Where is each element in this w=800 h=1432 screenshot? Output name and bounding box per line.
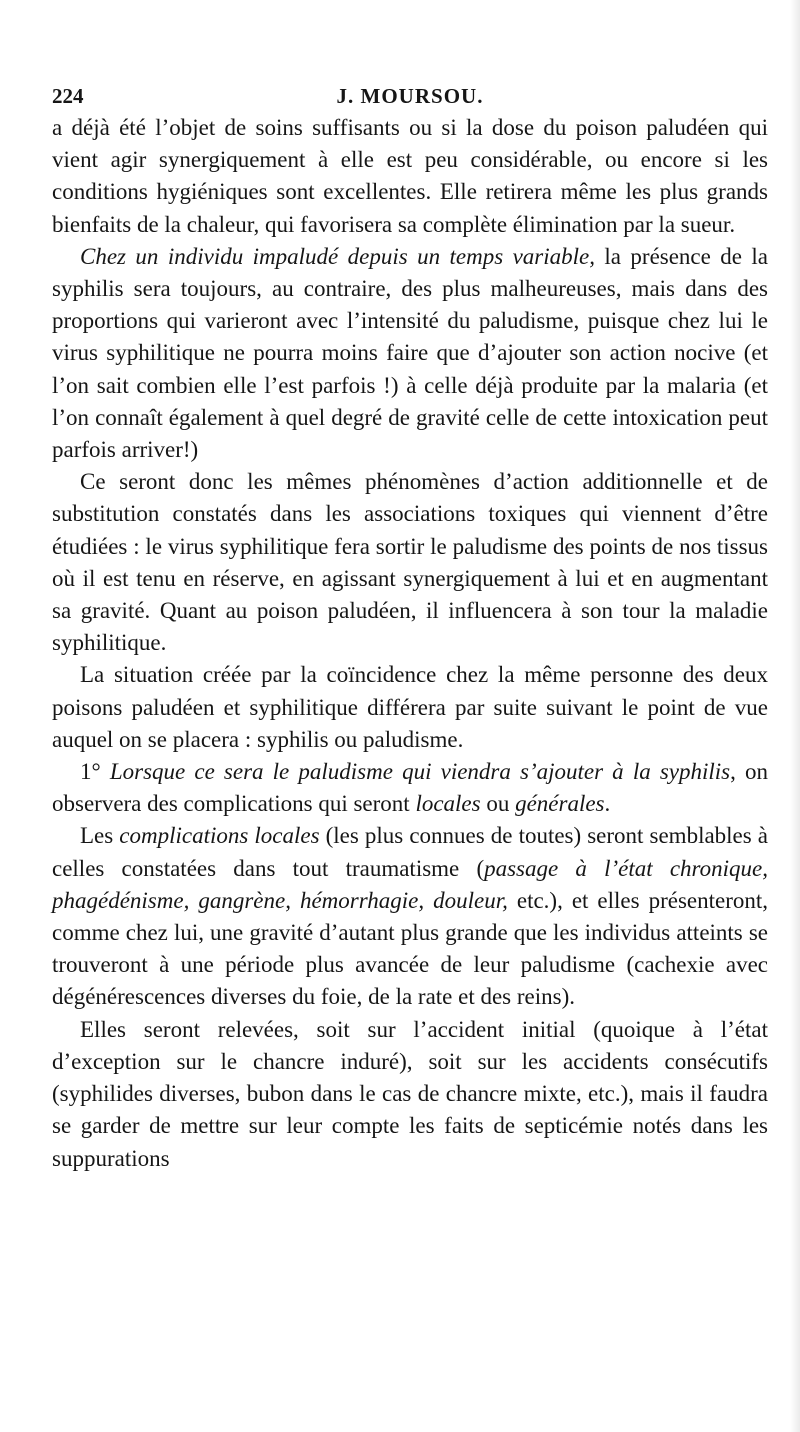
paragraph: [52, 241, 768, 466]
text-run: a déjà été l’objet de soins suffisants ou si la dose du poison paludéen qui vient agir synergiquement à elle est peu considérable, ou encore si les conditions hygiéniques sont excellentes. Elle retirera même les plus grands bienfaits de la chaleur, qui favorisera sa complète élimination par la sueur.: [52, 115, 768, 237]
running-title: J. MOURSOU.: [336, 84, 484, 108]
text-run: etc.), et elles présenteront, comme chez lui, une gravité d’autant plus grande que les individus atteints se trouveront à une période plus avancée de leur paludisme (cachexie avec dégénérescences diverses du foie, de la rate et des reins).: [52, 887, 768, 1010]
page-header: [52, 84, 768, 114]
text-run: Ce seront donc les mêmes phénomènes d’action additionnelle et de substitution constatés dans les associations toxiques qui viennent d’être étudiées : le virus syphilitique fera sortir le paludisme des points de nos tissus où il est tenu en réserve, en agissant synergiquement à lui et en augmentant sa gravité. Quant au poison paludéen, il influencera à son tour la maladie syphilitique.: [52, 469, 768, 656]
paragraph: [52, 659, 768, 756]
text-run: .: [604, 791, 611, 817]
italic-text: complications locales: [119, 823, 320, 849]
paragraph: [52, 820, 768, 1013]
scan-edge-shadow: [790, 0, 800, 1432]
italic-text: locales: [415, 791, 481, 817]
text-run: (les plus connues de toutes) seront semblables à celles constatées dans tout traumatisme (: [52, 823, 769, 881]
text-run: Les: [80, 823, 120, 849]
italic-text: Chez un individu impaludé depuis un temps variable,: [80, 243, 595, 269]
body-text: [52, 112, 768, 1175]
paragraph: [52, 1014, 768, 1175]
book-page: [52, 0, 768, 1432]
text-run: ou: [480, 791, 516, 817]
paragraph: [52, 466, 768, 659]
page-number: 224: [52, 84, 84, 108]
italic-text: passage à l’état chronique, phagédénisme, gangrène, hémorrhagie, douleur,: [52, 855, 768, 913]
text-run: La situation créée par la coïncidence chez la même personne des deux poisons paludéen et syphilitique différera par suite suivant le point de vue auquel on se placera : syphilis ou paludisme.: [52, 662, 768, 752]
italic-text: Lorsque ce sera le paludisme qui viendra s’ajouter à la syphilis: [109, 759, 731, 785]
paragraph: [52, 112, 768, 241]
text-run: 1°: [80, 759, 110, 785]
text-run: Elles seront relevées, soit sur l’accident initial (quoique à l’état d’exception sur le chancre induré), soit sur les accidents consécutifs (syphilides diverses, bubon dans le cas de chancre mixte, etc.), mais il faudra se garder de mettre sur leur compte les faits de septicémie notés dans les suppurations: [52, 1016, 768, 1171]
text-run: , on observera des complications qui seront: [52, 759, 769, 817]
paragraph: [52, 756, 768, 820]
text-run: la présence de la syphilis sera toujours, au contraire, des plus malheureuses, mais dans des proportions qui varieront avec l’intensité du paludisme, puisque chez lui le virus syphilitique ne pourra moins faire que d’ajouter son action nocive (et l’on sait combien elle l’est parfois !) à celle déjà produite par la malaria (et l’on connaît également à quel degré de gravité celle de cette intoxication peut parfois arriver!): [52, 243, 768, 463]
italic-text: générales: [515, 791, 605, 817]
